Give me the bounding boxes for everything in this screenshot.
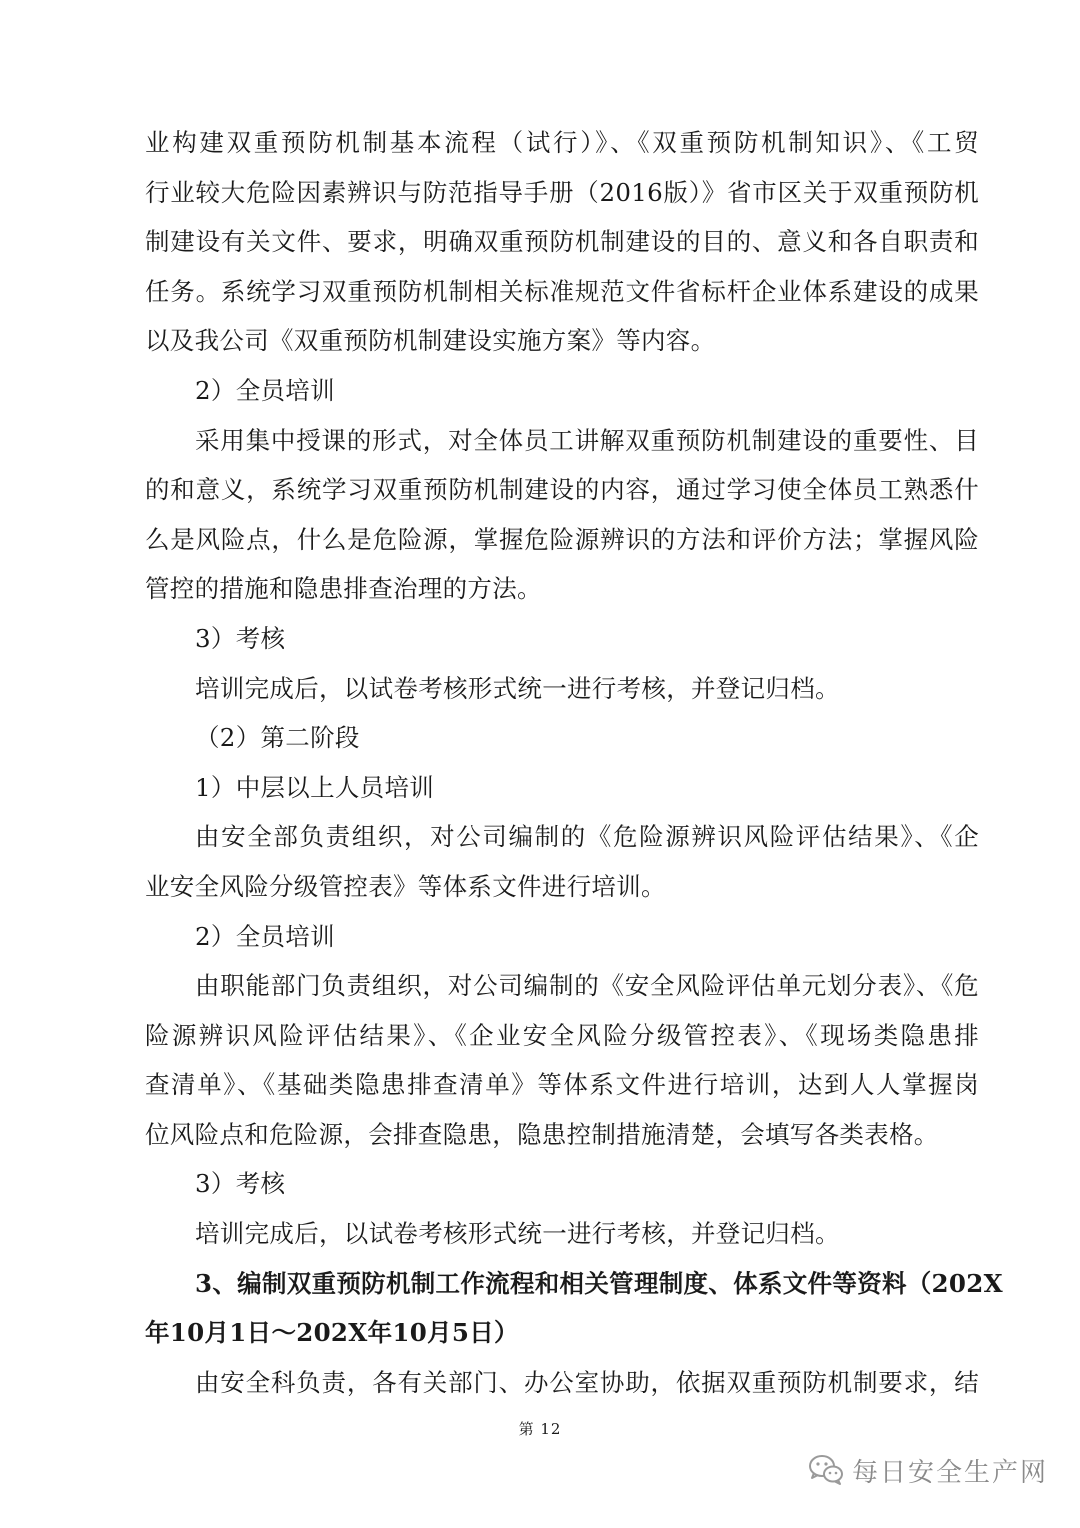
section-heading: 2）全员培训	[195, 375, 335, 405]
text-line: 由安全科负责，各有关部门、办公室协助，依据双重预防机制要求，结	[195, 1367, 979, 1397]
section-heading: 1）中层以上人员培训	[195, 772, 435, 802]
text-line: 培训完成后，以试卷考核形式统一进行考核，并登记归档。	[195, 673, 840, 703]
wechat-icon	[808, 1454, 844, 1486]
bold-section-heading: 3、编制双重预防机制工作流程和相关管理制度、体系文件等资料（202X	[195, 1268, 1003, 1298]
text-line: 制建设有关文件、要求，明确双重预防机制建设的目的、意义和各自职责和	[145, 227, 979, 257]
section-heading: 3）考核	[195, 1169, 286, 1199]
page-number: 第 12	[518, 1420, 562, 1438]
text-line: 险源辨识风险评估结果》、《企业安全风险分级管控表》、《现场类隐患排	[145, 1020, 979, 1050]
text-line: 由安全部负责组织，对公司编制的《危险源辨识风险评估结果》、《企	[195, 822, 979, 852]
text-line: 以及我公司《双重预防机制建设实施方案》等内容。	[145, 326, 716, 356]
section-heading: （2）第二阶段	[195, 723, 360, 753]
text-line: 由职能部门负责组织，对公司编制的《安全风险评估单元划分表》、《危	[195, 971, 979, 1001]
text-line: 业安全风险分级管控表》等体系文件进行培训。	[145, 871, 666, 901]
text-line: 么是风险点，什么是危险源，掌握危险源辨识的方法和评价方法；掌握风险	[145, 524, 979, 554]
document-body	[145, 118, 1003, 1407]
section-heading: 2）全员培训	[195, 921, 335, 951]
watermark	[808, 1448, 1048, 1492]
text-line: 位风险点和危险源，会排查隐患，隐患控制措施清楚，会填写各类表格。	[145, 1119, 939, 1149]
text-line: 查清单》、《基础类隐患排查清单》等体系文件进行培训，达到人人掌握岗	[145, 1070, 979, 1100]
text-line: 采用集中授课的形式，对全体员工讲解双重预防机制建设的重要性、目	[195, 425, 979, 455]
section-heading: 3）考核	[195, 623, 286, 653]
text-line: 任务。系统学习双重预防机制相关标准规范文件省标杆企业体系建设的成果	[145, 276, 979, 306]
text-line: 行业较大危险因素辨识与防范指导手册（2016版）》省市区关于双重预防机	[145, 177, 979, 207]
text-line: 业构建双重预防机制基本流程（试行）》、《双重预防机制知识》、《工贸	[145, 128, 979, 157]
text-line: 培训完成后，以试卷考核形式统一进行考核，并登记归档。	[195, 1219, 840, 1249]
text-line: 管控的措施和隐患排查治理的方法。	[145, 574, 542, 604]
text-line: 的和意义，系统学习双重预防机制建设的内容，通过学习使全体员工熟悉什	[145, 475, 979, 505]
bold-section-heading: 年10月1日～202X年10月5日）	[145, 1318, 519, 1348]
watermark-text: 每日安全生产网	[851, 1457, 1048, 1488]
